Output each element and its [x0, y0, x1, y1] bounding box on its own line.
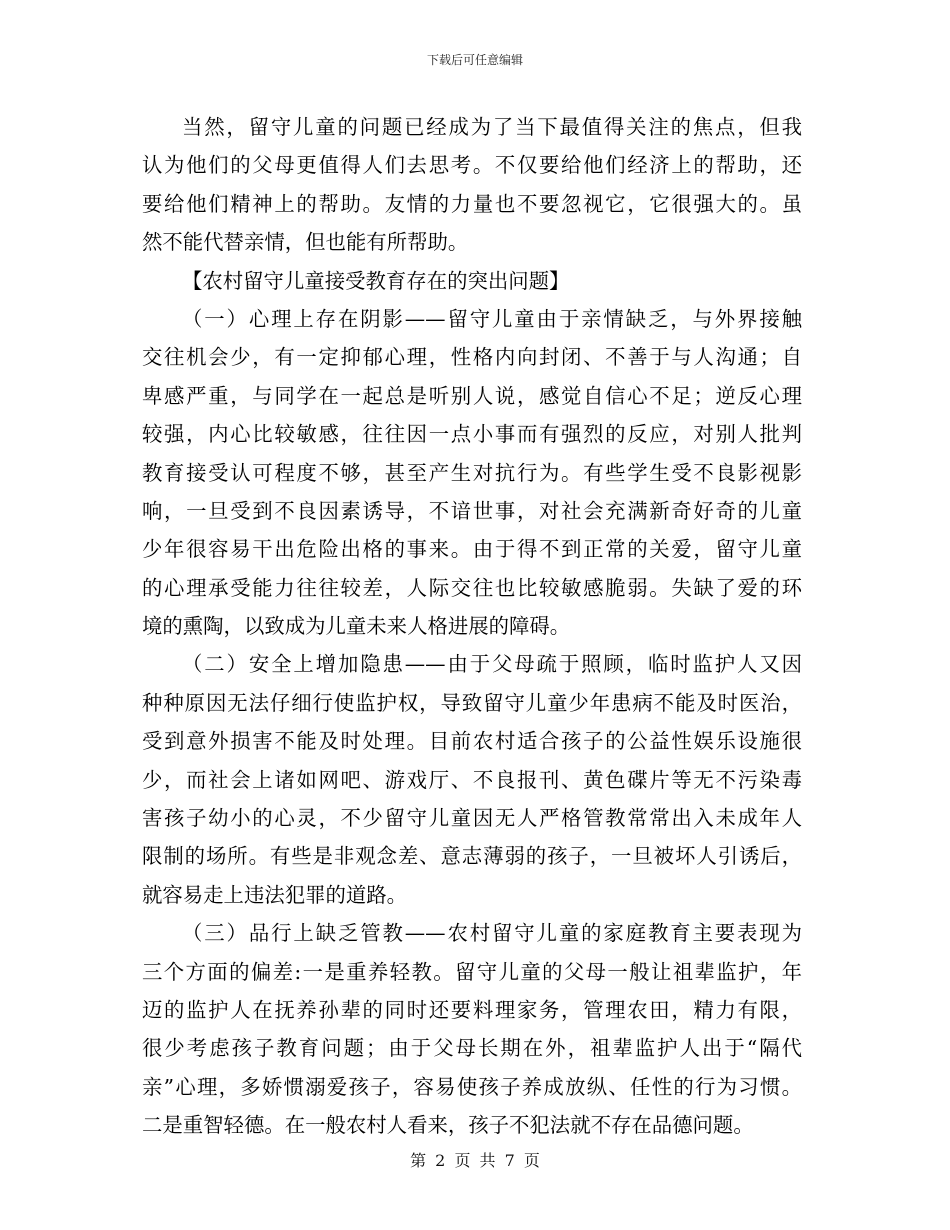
paragraph	[142, 108, 802, 262]
paragraph	[142, 300, 802, 646]
page-number-footer: 第 2 页 共 7 页	[410, 1151, 540, 1170]
text-line: 卑感严重，与同学在一起总是听别人说，感觉自信心不足；逆反心理	[142, 383, 802, 408]
paragraph	[142, 645, 802, 914]
text-line: 教育接受认可程度不够，甚至产生对抗行为。有些学生受不良影视影	[142, 460, 802, 485]
text-line: 认为他们的父母更值得人们去思考。不仅要给他们经济上的帮助，还	[142, 153, 802, 178]
paragraph	[142, 262, 802, 300]
text-line: 响，一旦受到不良因素诱导，不谙世事，对社会充满新奇好奇的儿童	[142, 498, 802, 523]
text-line: （一）心理上存在阴影——留守儿童由于亲情缺乏，与外界接触	[182, 306, 802, 331]
text-line: 害孩子幼小的心灵，不少留守儿童因无人严格管教常常出入未成年人	[142, 806, 802, 831]
text-line: 受到意外损害不能及时处理。目前农村适合孩子的公益性娱乐设施很	[142, 729, 802, 754]
text-line: 境的熏陶，以致成为儿童未来人格进展的障碍。	[142, 614, 571, 639]
text-line: 少，而社会上诸如网吧、游戏厅、不良报刊、黄色碟片等无不污染毒	[142, 767, 802, 792]
page-header-note: 下载后可任意编辑	[426, 53, 523, 67]
paragraph	[142, 914, 802, 1144]
text-line: 很少考虑孩子教育问题；由于父母长期在外，祖辈监护人出于“隔代	[142, 1036, 802, 1061]
text-line: 的心理承受能力往往较差，人际交往也比较敏感脆弱。失缺了爱的环	[142, 575, 802, 600]
text-line: 然不能代替亲情，但也能有所帮助。	[142, 230, 469, 255]
text-line: 就容易走上违法犯罪的道路。	[142, 882, 408, 907]
text-line: （二）安全上增加隐患——由于父母疏于照顾，临时监护人又因	[182, 652, 802, 677]
text-line: 少年很容易干出危险出格的事来。由于得不到正常的关爱，留守儿童	[142, 537, 802, 562]
text-line: 迈的监护人在抚养孙辈的同时还要料理家务，管理农田，精力有限，	[142, 997, 802, 1022]
text-line: 【农村留守儿童接受教育存在的突出问题】	[182, 268, 570, 293]
text-line: 要给他们精神上的帮助。友情的力量也不要忽视它，它很强大的。虽	[142, 191, 802, 216]
text-line: 交往机会少，有一定抑郁心理，性格内向封闭、不善于与人沟通；自	[142, 345, 802, 370]
text-line: 种种原因无法仔细行使监护权，导致留守儿童少年患病不能及时医治，	[142, 690, 802, 715]
text-line: 亲”心理，多娇惯溺爱孩子，容易使孩子养成放纵、任性的行为习惯。	[142, 1074, 802, 1099]
text-line: 二是重智轻德。在一般农村人看来，孩子不犯法就不存在品德问题。	[142, 1113, 754, 1138]
text-line: 较强，内心比较敏感，往往因一点小事而有强烈的反应，对别人批判	[142, 422, 802, 447]
text-line: 当然，留守儿童的问题已经成为了当下最值得关注的焦点，但我	[182, 115, 802, 139]
text-line: 三个方面的偏差:一是重养轻教。留守儿童的父母一般让祖辈监护，年	[142, 959, 802, 984]
text-line: （三）品行上缺乏管教——农村留守儿童的家庭教育主要表现为	[182, 921, 802, 946]
document-body	[142, 108, 802, 1145]
text-line: 限制的场所。有些是非观念差、意志薄弱的孩子，一旦被坏人引诱后，	[142, 844, 802, 869]
